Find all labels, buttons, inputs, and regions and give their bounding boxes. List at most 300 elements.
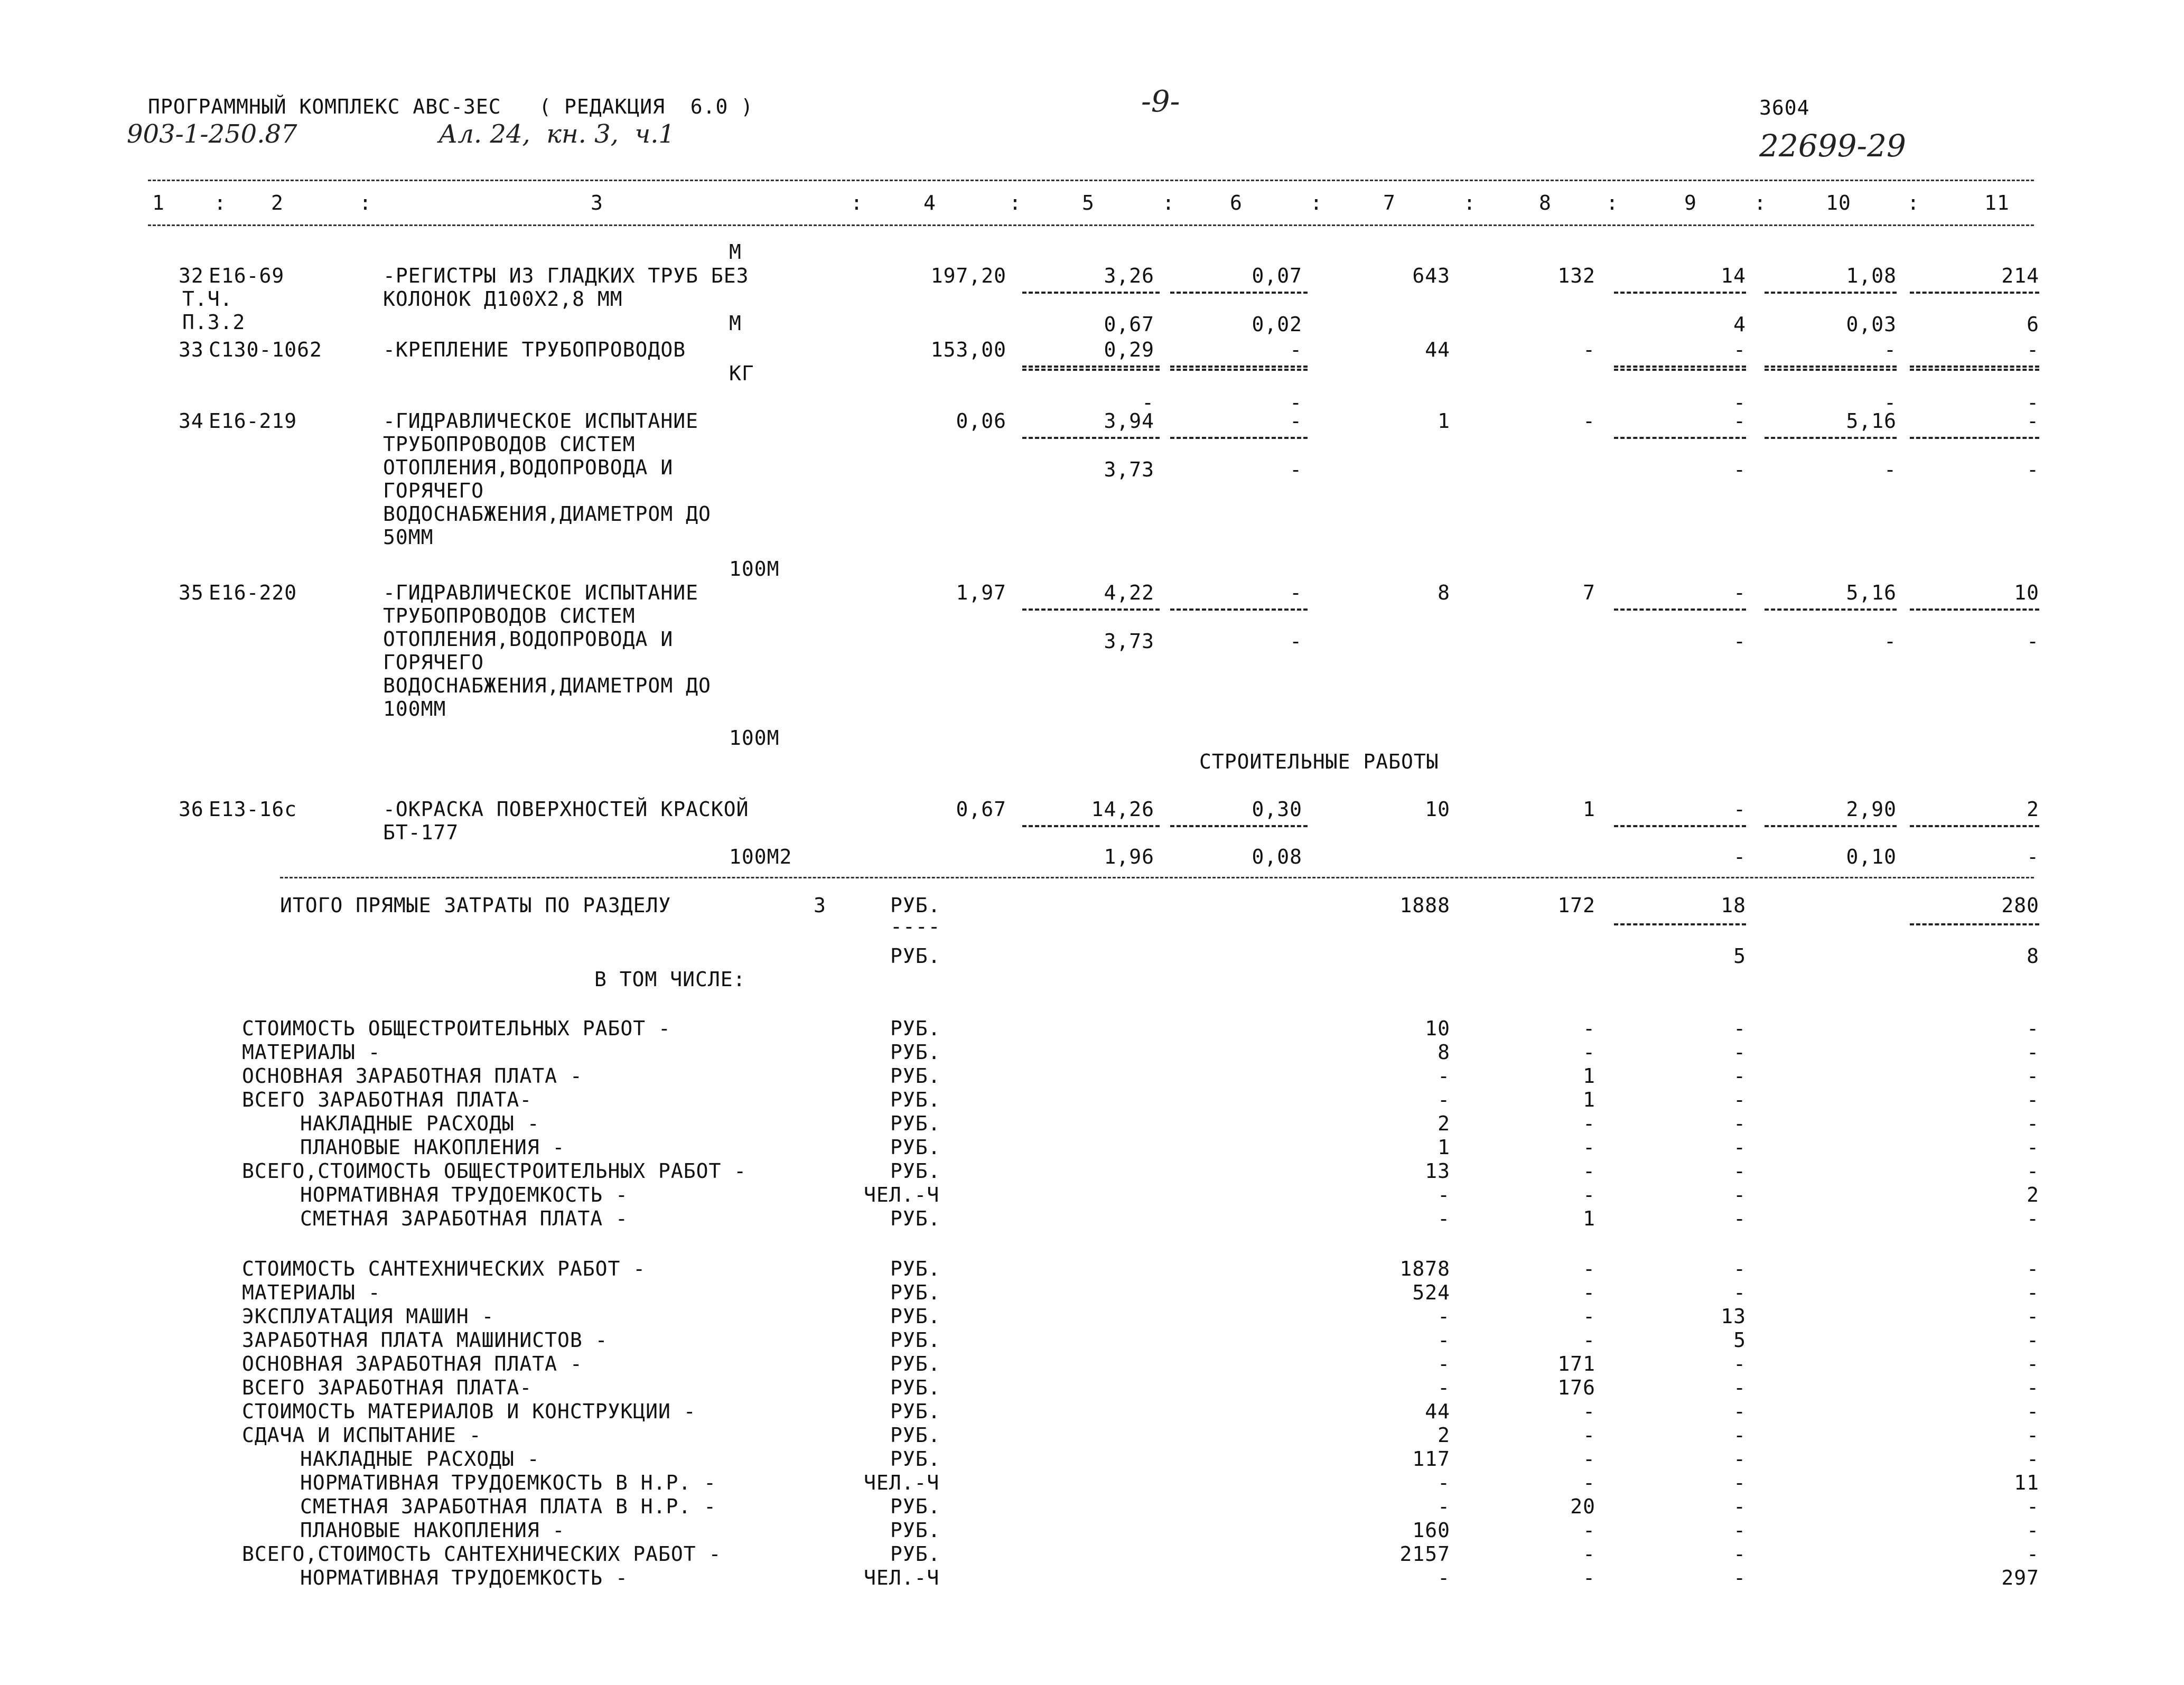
summary-wages: - [1583,1041,1595,1064]
summary-machines: - [1733,1471,1746,1494]
summary-wages: 1 [1583,1064,1595,1088]
summary-labor: 297 [2001,1566,2039,1589]
column-separator: : [1907,191,1920,214]
summary-labor: - [2027,1495,2039,1518]
summary-label: ПЛАНОВЫЕ НАКОПЛЕНИЯ - [300,1136,565,1159]
total-cost: 1888 [1399,894,1450,917]
summary-label: СТОИМОСТЬ ОБЩЕСТРОИТЕЛЬНЫХ РАБОТ - [242,1017,671,1040]
unit-wage: 1,96 [1104,845,1154,868]
summary-cost: 10 [1425,1017,1450,1040]
total-cost: 8 [1438,581,1450,604]
summary-cost: - [1438,1183,1450,1206]
unit-label: ЧЕЛ.-Ч [864,1183,940,1206]
total-cost: 1 [1438,409,1450,433]
divider [1022,369,1160,371]
work-description: ОТОПЛЕНИЯ,ВОДОПРОВОДА И [383,456,674,479]
summary-label: СТОИМОСТЬ САНТЕХНИЧЕСКИХ РАБОТ - [242,1257,646,1280]
summary-cost: - [1438,1064,1450,1088]
column-number: 9 [1684,191,1697,214]
unit-label: ЧЕЛ.-Ч [864,1471,940,1494]
summary-wages: 176 [1557,1376,1595,1399]
divider [1910,923,2039,925]
summary-wages: - [1583,1017,1595,1040]
summary-labor: - [2027,1424,2039,1447]
unit-cost-divider [1170,437,1308,439]
total-divider [1614,437,1746,439]
unit-label: РУБ. [890,1112,941,1135]
unit-label: 100М [729,726,780,750]
work-description: -КРЕПЛЕНИЕ ТРУБОПРОВОДОВ [383,338,686,361]
summary-label: СДАЧА И ИСПЫТАНИЕ - [242,1424,482,1447]
unit-wage: 0,67 [1104,313,1154,336]
column-separator: : [1754,191,1767,214]
unit-label: КГ [729,362,754,385]
summary-label: СМЕТНАЯ ЗАРАБОТНАЯ ПЛАТА В Н.Р. - [300,1495,716,1518]
column-number: 4 [923,191,936,214]
summary-cost: 160 [1412,1519,1450,1542]
unit-underline: ---- [890,915,941,938]
summary-labor: - [2027,1159,2039,1183]
summary-label: ВСЕГО ЗАРАБОТНАЯ ПЛАТА- [242,1088,533,1111]
total-wages: 172 [1557,894,1595,917]
labor-machinists: 0,10 [1846,845,1897,868]
summary-machines: - [1733,1017,1746,1040]
unit-wage-machines: - [1290,458,1302,481]
work-description: 100ММ [383,697,446,720]
summary-cost: - [1438,1305,1450,1328]
total-divider [1614,609,1746,611]
unit-cost-divider [1022,825,1160,827]
summary-label: НОРМАТИВНАЯ ТРУДОЕМКОСТЬ В Н.Р. - [300,1471,716,1494]
column-number: 2 [271,191,284,214]
total-divider [1765,609,1897,611]
summary-cost: 44 [1425,1400,1450,1423]
labor-total: - [2027,338,2039,361]
unit-label: РУБ. [890,1257,941,1280]
work-description: 50ММ [383,526,434,549]
unit-cost-machines: - [1290,338,1302,361]
summary-wages: 1 [1583,1088,1595,1111]
summary-cost: 13 [1425,1159,1450,1183]
unit-cost-divider [1022,609,1160,611]
total-wages: 1 [1583,798,1595,821]
unit-cost-machines: 0,07 [1252,264,1302,287]
total-machines: 14 [1721,264,1746,287]
summary-machines: - [1733,1281,1746,1304]
unit-label: РУБ. [890,1281,941,1304]
total-divider [1910,366,2039,368]
unit-label: РУБ. [890,1542,941,1566]
labor-per-unit: 2,90 [1846,798,1897,821]
unit-label: РУБ. [890,1352,941,1375]
summary-labor: - [2027,1519,2039,1542]
unit-label: РУБ. [890,1519,941,1542]
total-divider [1910,609,2039,611]
summary-cost: - [1438,1376,1450,1399]
unit-label: РУБ. [890,944,941,968]
unit-wage-machines: 0,08 [1252,845,1302,868]
column-separator: : [1162,191,1175,214]
unit-wage-machines: 0,02 [1252,313,1302,336]
total-divider [1614,292,1746,294]
row-number: 34 [179,409,204,433]
summary-labor: - [2027,1542,2039,1566]
summary-label: ЗАРАБОТНАЯ ПЛАТА МАШИНИСТОВ - [242,1328,608,1352]
summary-labor: - [2027,1064,2039,1088]
labor-machinists-total: 6 [2027,313,2039,336]
handwritten-project-number: 903-1-250.87 [127,119,297,149]
summary-machines: - [1733,1136,1746,1159]
summary-cost: - [1438,1495,1450,1518]
summary-machines: - [1733,1495,1746,1518]
summary-machines: - [1733,1207,1746,1230]
row-number: 35 [179,581,204,604]
labor-machinists: 0,03 [1846,313,1897,336]
labor-per-unit: - [1884,338,1897,361]
summary-machines: - [1733,1088,1746,1111]
unit-label: М [729,312,742,335]
total-divider [1765,437,1897,439]
work-description: ТРУБОПРОВОДОВ СИСТЕМ [383,433,636,456]
unit-label: РУБ. [890,1041,941,1064]
summary-label: МАТЕРИАЛЫ - [242,1041,381,1064]
column-separator: : [1463,191,1476,214]
summary-labor: - [2027,1376,2039,1399]
summary-cost: - [1438,1328,1450,1352]
summary-label: ЭКСПЛУАТАЦИЯ МАШИН - [242,1305,494,1328]
summary-label: НОРМАТИВНАЯ ТРУДОЕМКОСТЬ - [300,1183,628,1206]
machinist-wages: 4 [1733,313,1746,336]
norm-note: П.3.2 [182,311,246,334]
divider [1614,923,1746,925]
unit-label: РУБ. [890,1159,941,1183]
machinist-wages: - [1733,845,1746,868]
summary-label: ВСЕГО ЗАРАБОТНАЯ ПЛАТА- [242,1376,533,1399]
machinist-wages: 5 [1733,944,1746,968]
labor-machinists-total: 8 [2027,944,2039,968]
unit-cost-divider [1170,825,1308,827]
summary-wages: - [1583,1112,1595,1135]
summary-machines: - [1733,1352,1746,1375]
total-divider [1910,292,2039,294]
summary-cost: 1878 [1399,1257,1450,1280]
unit-cost: 14,26 [1091,798,1154,821]
header-rule-top [148,180,2034,181]
handwritten-album-note: Ал. 24, кн. 3, ч.1 [438,119,675,149]
summary-machines: - [1733,1519,1746,1542]
unit-label: РУБ. [890,1088,941,1111]
labor-machinists: - [1884,391,1897,414]
summary-labor: - [2027,1112,2039,1135]
total-divider [1614,825,1746,827]
summary-wages: 20 [1570,1495,1595,1518]
summary-cost: 1 [1438,1136,1450,1159]
unit-label: РУБ. [890,1376,941,1399]
unit-wage-machines: - [1290,630,1302,653]
summary-label: ПЛАНОВЫЕ НАКОПЛЕНИЯ - [300,1519,565,1542]
summary-labor: - [2027,1328,2039,1352]
total-divider [1765,292,1897,294]
unit-label: РУБ. [890,1017,941,1040]
summary-cost: 2 [1438,1424,1450,1447]
total-cost: 10 [1425,798,1450,821]
unit-wage-machines: - [1290,391,1302,414]
labor-total: 214 [2001,264,2039,287]
summary-wages: - [1583,1400,1595,1423]
unit-cost: 0,29 [1104,338,1154,361]
labor-per-unit: 5,16 [1846,581,1897,604]
summary-wages: - [1583,1281,1595,1304]
program-title: ПРОГРАММНЫЙ КОМПЛЕКС АВС-3ЕС ( РЕДАКЦИЯ 6.0 ) [148,95,754,118]
summary-labor: - [2027,1305,2039,1328]
total-divider [1765,825,1897,827]
summary-labor: 2 [2027,1183,2039,1206]
unit-label: РУБ. [890,1136,941,1159]
norm-code: Е16-220 [209,581,297,604]
summary-cost: - [1438,1207,1450,1230]
total-machines: - [1733,338,1746,361]
document-code: 3604 [1759,96,1810,119]
row-number: 36 [179,798,204,821]
work-description: ГОРЯЧЕГО [383,479,484,502]
total-wages: - [1583,338,1595,361]
summary-cost: 8 [1438,1041,1450,1064]
total-wages: 7 [1583,581,1595,604]
summary-wages: - [1583,1328,1595,1352]
summary-cost: - [1438,1471,1450,1494]
total-wages: 132 [1557,264,1595,287]
summary-wages: - [1583,1159,1595,1183]
including-heading: В ТОМ ЧИСЛЕ: [594,968,746,991]
labor-machinists-total: - [2027,391,2039,414]
column-separator: : [851,191,863,214]
handwritten-inventory-number: 22699-29 [1759,128,1906,164]
summary-machines: 5 [1733,1328,1746,1352]
summary-label: МАТЕРИАЛЫ - [242,1281,381,1304]
summary-wages: - [1583,1305,1595,1328]
work-description: ГОРЯЧЕГО [383,651,484,674]
divider [1170,369,1308,371]
summary-cost: 2 [1438,1112,1450,1135]
column-number: 10 [1826,191,1851,214]
total-machines: - [1733,581,1746,604]
unit-label: РУБ. [890,1495,941,1518]
summary-labor: - [2027,1447,2039,1471]
unit-label: РУБ. [890,1064,941,1088]
column-separator: : [359,191,372,214]
work-description: -ОКРАСКА ПОВЕРХНОСТЕЙ КРАСКОЙ [383,798,749,821]
summary-machines: - [1733,1566,1746,1589]
work-description: ВОДОСНАБЖЕНИЯ,ДИАМЕТРОМ ДО [383,502,711,526]
summary-wages: - [1583,1542,1595,1566]
work-description: КОЛОНОК Д100Х2,8 ММ [383,287,623,311]
summary-label: СТОИМОСТЬ МАТЕРИАЛОВ И КОНСТРУКЦИИ - [242,1400,696,1423]
work-description: БТ-177 [383,821,459,844]
summary-label: СМЕТНАЯ ЗАРАБОТНАЯ ПЛАТА - [300,1207,628,1230]
work-description: ВОДОСНАБЖЕНИЯ,ДИАМЕТРОМ ДО [383,674,711,697]
labor-machinists-total: - [2027,845,2039,868]
divider [1910,369,2039,371]
totals-label: ИТОГО ПРЯМЫЕ ЗАТРАТЫ ПО РАЗДЕЛУ [280,894,671,917]
summary-cost: 2157 [1399,1542,1450,1566]
machinist-wages: - [1733,630,1746,653]
total-cost: 643 [1412,264,1450,287]
column-number: 8 [1539,191,1552,214]
summary-labor: - [2027,1088,2039,1111]
summary-label: ОСНОВНАЯ ЗАРАБОТНАЯ ПЛАТА - [242,1064,583,1088]
labor-per-unit: 5,16 [1846,409,1897,433]
labor-machinists-total: - [2027,458,2039,481]
unit-cost-divider [1022,292,1160,294]
norm-note: Т.Ч. [182,287,233,311]
unit-cost-divider [1022,437,1160,439]
summary-label: НОРМАТИВНАЯ ТРУДОЕМКОСТЬ - [300,1566,628,1589]
unit-cost-divider [1170,292,1308,294]
row-number: 32 [179,264,204,287]
column-separator: : [1310,191,1323,214]
summary-machines: - [1733,1542,1746,1566]
total-machines: - [1733,409,1746,433]
total-divider [1765,366,1897,368]
summary-labor: - [2027,1017,2039,1040]
labor-machinists-total: - [2027,630,2039,653]
total-wages: - [1583,409,1595,433]
unit-label: 100М [729,557,780,581]
page-number: -9- [1141,85,1180,119]
total-machines: - [1733,798,1746,821]
summary-cost: 524 [1412,1281,1450,1304]
unit-label: РУБ. [890,894,941,917]
summary-machines: - [1733,1183,1746,1206]
norm-code: Е13-16с [209,798,297,821]
unit-label: 100М2 [729,845,792,868]
summary-machines: 13 [1721,1305,1746,1328]
summary-cost: - [1438,1088,1450,1111]
work-description: ТРУБОПРОВОДОВ СИСТЕМ [383,604,636,628]
divider [1614,369,1746,371]
summary-wages: - [1583,1471,1595,1494]
unit-label: РУБ. [890,1424,941,1447]
labor-total: 2 [2027,798,2039,821]
unit-cost-divider [1022,366,1160,368]
summary-machines: - [1733,1424,1746,1447]
work-description: -ГИДРАВЛИЧЕСКОЕ ИСПЫТАНИЕ [383,581,698,604]
unit-label: РУБ. [890,1207,941,1230]
quantity: 0,06 [956,409,1006,433]
header-rule-bottom [148,224,2034,226]
summary-wages: - [1583,1519,1595,1542]
norm-code: Е16-69 [209,264,285,287]
unit-label: РУБ. [890,1328,941,1352]
summary-labor: - [2027,1400,2039,1423]
summary-labor: - [2027,1136,2039,1159]
unit-cost: 3,94 [1104,409,1154,433]
summary-wages: - [1583,1136,1595,1159]
work-description: ОТОПЛЕНИЯ,ВОДОПРОВОДА И [383,628,674,651]
labor-machinists: - [1884,458,1897,481]
unit-cost-divider [1170,609,1308,611]
unit-label: РУБ. [890,1305,941,1328]
unit-label: РУБ. [890,1447,941,1471]
quantity: 153,00 [930,338,1006,361]
summary-labor: - [2027,1041,2039,1064]
summary-machines: - [1733,1376,1746,1399]
summary-labor: - [2027,1352,2039,1375]
unit-label: М [729,240,742,264]
unit-cost-machines: - [1290,581,1302,604]
divider [1765,369,1897,371]
machinist-wages: - [1733,458,1746,481]
total-divider [1614,366,1746,368]
total-cost: 44 [1425,338,1450,361]
column-number: 3 [591,191,603,214]
section-title: СТРОИТЕЛЬНЫЕ РАБОТЫ [1199,750,1439,773]
column-number: 7 [1383,191,1396,214]
total-divider [1910,825,2039,827]
summary-machines: - [1733,1064,1746,1088]
summary-wages: - [1583,1447,1595,1471]
summary-label: НАКЛАДНЫЕ РАСХОДЫ - [300,1112,540,1135]
unit-cost: 3,26 [1104,264,1154,287]
summary-label: ОСНОВНАЯ ЗАРАБОТНАЯ ПЛАТА - [242,1352,583,1375]
total-machines: 18 [1721,894,1746,917]
quantity: 197,20 [930,264,1006,287]
summary-label: НАКЛАДНЫЕ РАСХОДЫ - [300,1447,540,1471]
machinist-wages: - [1733,391,1746,414]
summary-wages: - [1583,1257,1595,1280]
labor-total: 10 [2014,581,2039,604]
unit-wage: - [1142,391,1154,414]
column-number: 6 [1230,191,1243,214]
totals-rule [280,877,2034,878]
norm-code: С130-1062 [209,338,322,361]
column-separator: : [1606,191,1619,214]
summary-machines: - [1733,1400,1746,1423]
column-separator: : [1009,191,1022,214]
summary-labor: - [2027,1257,2039,1280]
summary-wages: - [1583,1183,1595,1206]
summary-label: ВСЕГО,СТОИМОСТЬ САНТЕХНИЧЕСКИХ РАБОТ - [242,1542,722,1566]
total-divider [1910,437,2039,439]
labor-total: - [2027,409,2039,433]
quantity: 1,97 [956,581,1006,604]
summary-labor: - [2027,1207,2039,1230]
summary-wages: - [1583,1424,1595,1447]
summary-machines: - [1733,1447,1746,1471]
unit-cost-machines: - [1290,409,1302,433]
summary-cost: - [1438,1352,1450,1375]
summary-wages: - [1583,1566,1595,1589]
work-description: -РЕГИСТРЫ ИЗ ГЛАДКИХ ТРУБ БЕЗ [383,264,749,287]
summary-labor: 11 [2014,1471,2039,1494]
labor-machinists: - [1884,630,1897,653]
summary-machines: - [1733,1041,1746,1064]
labor-total: 280 [2001,894,2039,917]
summary-machines: - [1733,1257,1746,1280]
column-number: 1 [152,191,165,214]
section-number: 3 [814,894,826,917]
unit-cost-divider [1170,366,1308,368]
summary-wages: 1 [1583,1207,1595,1230]
summary-machines: - [1733,1112,1746,1135]
column-number: 5 [1082,191,1095,214]
work-description: -ГИДРАВЛИЧЕСКОЕ ИСПЫТАНИЕ [383,409,698,433]
unit-cost-machines: 0,30 [1252,798,1302,821]
quantity: 0,67 [956,798,1006,821]
unit-cost: 4,22 [1104,581,1154,604]
summary-cost: - [1438,1566,1450,1589]
summary-wages: 171 [1557,1352,1595,1375]
